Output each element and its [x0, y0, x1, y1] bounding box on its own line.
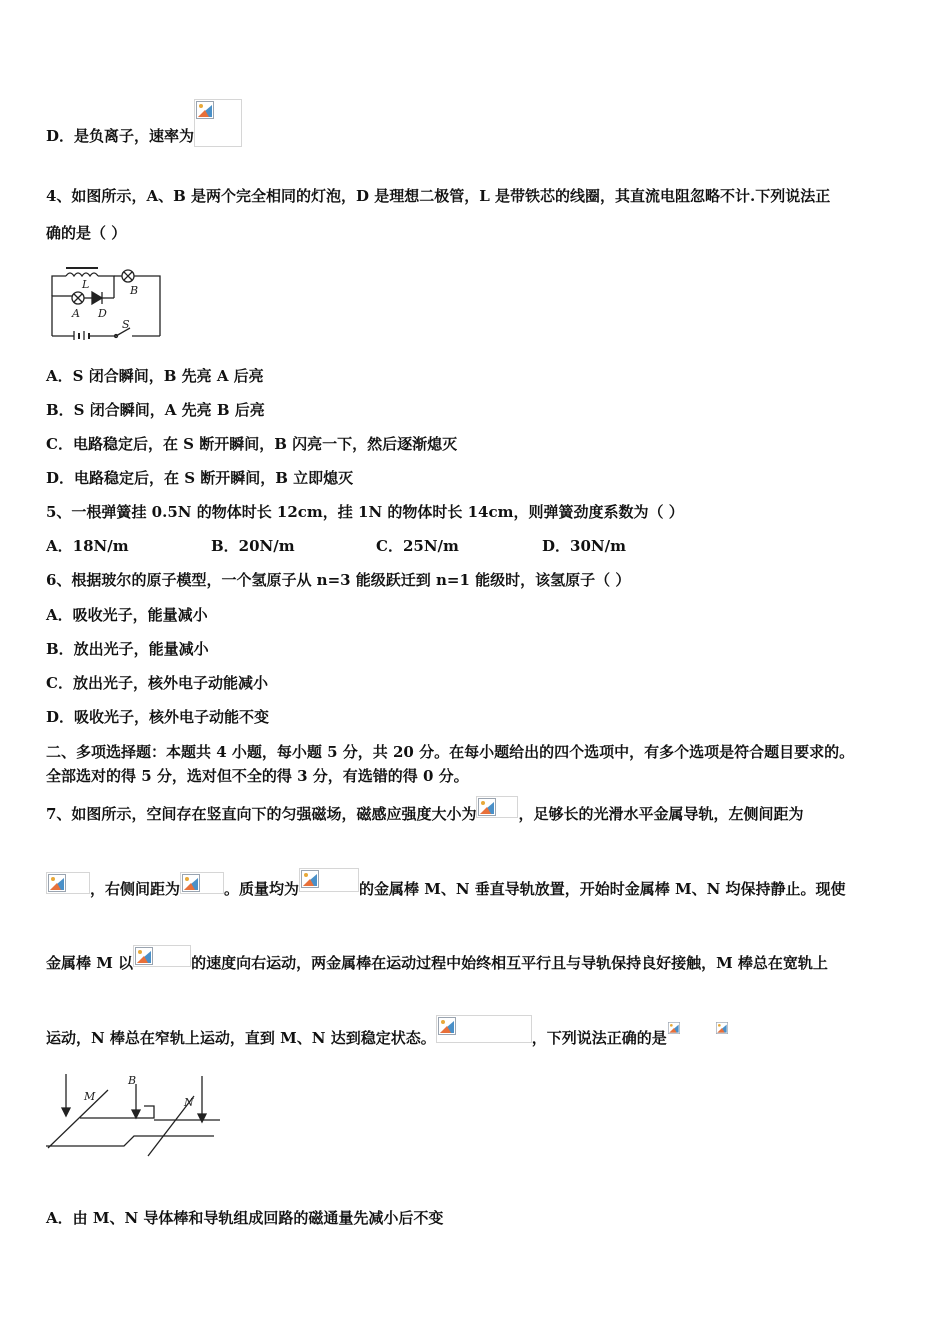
formula-image-placeholder	[180, 872, 224, 894]
q7-line2	[46, 879, 846, 899]
q4-option-d: D．电路稳定后，在 S 断开瞬间，B 立即熄灭	[46, 469, 354, 487]
broken-image-icon	[196, 101, 214, 119]
formula-image-placeholder	[46, 872, 90, 894]
label-M: M	[84, 1090, 96, 1103]
q7-text: 运动，N 棒总在窄轨上运动，直到 M、N 达到稳定状态。	[46, 1029, 436, 1047]
section2-line1: 二、多项选择题：本题共 4 小题，每小题 5 分，共 20 分。在每小题给出的四个选项中，有多个选项是符合题目要求的。	[46, 743, 855, 761]
q3-option-d	[46, 126, 242, 147]
q7-text: 。质量均为	[224, 880, 300, 898]
circuit-diagram	[46, 262, 166, 340]
q6-option-d: D．吸收光子，核外电子动能不变	[46, 708, 270, 726]
rail-diagram	[44, 1070, 224, 1160]
formula-image-placeholder	[436, 1015, 532, 1043]
formula-image-placeholder	[133, 945, 191, 967]
broken-image-icon	[301, 870, 319, 888]
formula-image-placeholder	[194, 99, 242, 147]
q7-line1	[46, 804, 803, 824]
broken-image-icon	[716, 1019, 728, 1037]
broken-image-icon	[438, 1017, 456, 1035]
q5-option-d: D．30N/m	[542, 537, 626, 555]
q5-options	[46, 536, 626, 556]
q7-line3	[46, 953, 828, 973]
q7-option-a: A．由 M、N 导体棒和导轨组成回路的磁通量先减小后不变	[46, 1209, 444, 1227]
q4-option-c: C．电路稳定后，在 S 断开瞬间，B 闪亮一下，然后逐渐熄灭	[46, 435, 458, 453]
q5-stem: 5、一根弹簧挂 0.5N 的物体时长 12cm，挂 1N 的物体时长 14cm，则弹簧劲度系数为（ ）	[46, 503, 684, 521]
q7-text: 的速度向右运动，两金属棒在运动过程中始终相互平行且与导轨保持良好接触，M 棒总在宽轨上	[191, 954, 828, 972]
broken-image-icon	[48, 874, 66, 892]
broken-image-icon	[182, 874, 200, 892]
q3-option-d-text: D．是负离子，速率为	[46, 127, 195, 145]
q7-text: 7、如图所示，空间存在竖直向下的匀强磁场，磁感应强度大小为	[46, 805, 477, 823]
q4-option-a: A．S 闭合瞬间，B 先亮 A 后亮	[46, 367, 264, 385]
q5-option-a: A．18N/m	[46, 537, 129, 555]
formula-image-placeholder	[299, 868, 359, 892]
formula-image-placeholder	[715, 1018, 729, 1042]
formula-image-placeholder	[476, 796, 518, 818]
q7-text: ，下列说法正确的是	[531, 1029, 667, 1047]
q4-stem-line1: 4、如图所示，A、B 是两个完全相同的灯泡，D 是理想二极管，L 是带铁芯的线圈，其直流电阻忽略不计.下列说法正	[46, 187, 831, 205]
q6-option-c: C．放出光子，核外电子动能减小	[46, 674, 268, 692]
q6-stem: 6、根据玻尔的原子模型，一个氢原子从 n=3 能级跃迁到 n=1 能级时，该氢原子（ ）	[46, 571, 631, 589]
label-A: A	[72, 307, 80, 320]
label-B: B	[130, 284, 139, 297]
q5-option-c: C．25N/m	[376, 537, 459, 555]
broken-image-icon	[135, 947, 153, 965]
broken-image-icon	[668, 1019, 680, 1037]
q4-stem-line2: 确的是（ ）	[46, 224, 127, 242]
label-B: B	[128, 1074, 137, 1087]
label-S: S	[122, 318, 130, 331]
q4-option-b: B．S 闭合瞬间，A 先亮 B 后亮	[46, 401, 265, 419]
broken-image-icon	[478, 798, 496, 816]
q5-option-b: B．20N/m	[211, 537, 295, 555]
q6-option-a: A．吸收光子，能量减小	[46, 606, 208, 624]
q7-text: 金属棒 M 以	[46, 954, 134, 972]
formula-image-placeholder	[667, 1018, 681, 1042]
label-D: D	[98, 307, 107, 320]
q7-text: ，右侧间距为	[90, 880, 181, 898]
q7-text: 的金属棒 M、N 垂直导轨放置，开始时金属棒 M、N 均保持静止。现使	[359, 880, 846, 898]
q6-option-b: B．放出光子，能量减小	[46, 640, 209, 658]
q7-text: ，足够长的光滑水平金属导轨，左侧间距为	[518, 805, 804, 823]
section2-line2: 全部选对的得 5 分，选对但不全的得 3 分，有选错的得 0 分。	[46, 767, 469, 785]
label-N: N	[184, 1096, 194, 1109]
label-L: L	[82, 278, 90, 291]
q7-line4	[46, 1028, 729, 1048]
